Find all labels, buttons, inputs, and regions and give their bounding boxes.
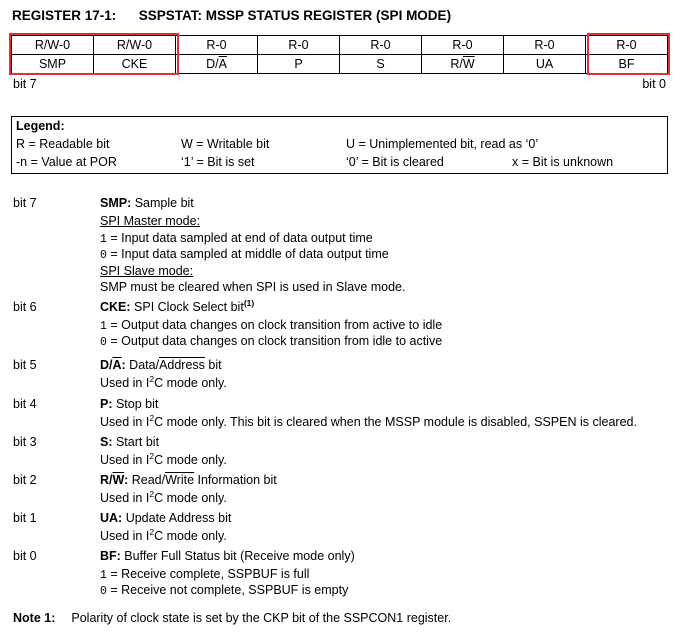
- bit6-title: CKE: SPI Clock Select bit$^{(1)}$: [100, 297, 255, 314]
- footnote-ref: (1): [243, 297, 255, 308]
- bit7-master-0: 0 = Input data sampled at middle of data output time: [100, 247, 389, 262]
- bit-name-p: P: [258, 55, 340, 74]
- footnote: [13, 611, 451, 625]
- bit-name-rw: $R/\overline{W}$: [422, 55, 504, 74]
- access-cell-bit4: R-0: [258, 36, 340, 55]
- bit0-title: BF: Buffer Full Status bit (Receive mode only): [100, 549, 355, 563]
- legend-writable: W = Writable bit: [181, 137, 270, 151]
- access-cell-bit3: R-0: [340, 36, 422, 55]
- bit5-name: $D/\overline{A}$:: [100, 358, 126, 372]
- register-title: REGISTER 17-1: SSPSTAT: MSSP STATUS REGISTER (SPI MODE): [12, 8, 452, 23]
- legend-por: -n = Value at POR: [16, 155, 117, 169]
- bit7-slave-text: SMP must be cleared when SPI is used in Slave mode.: [100, 280, 406, 294]
- bit1-title: UA: Update Address bit: [100, 511, 232, 525]
- bit7-master-1: 1 = Input data sampled at end of data output time: [100, 231, 373, 246]
- note-text: Polarity of clock state is set by the CKP bit of the SSPCON1 register.: [71, 611, 452, 625]
- bit5-desc-label: bit 5: [13, 358, 37, 372]
- bit7-label: bit 7: [13, 77, 37, 91]
- legend-cleared: ‘0’ = Bit is cleared: [346, 155, 444, 169]
- access-cell-bit7: R/W-0: [12, 36, 94, 55]
- bit-name-cke: CKE: [94, 55, 176, 74]
- highlight-box-smp-cke: [9, 33, 179, 75]
- bit7-title: SMP: Sample bit: [100, 196, 194, 210]
- bit4-text: Used in $I^2C$ mode only. This bit is cleared when the MSSP module is disabled, SSPEN is cleared.: [100, 412, 637, 429]
- access-cell-bit0: R-0: [586, 36, 668, 55]
- bit4-name: P:: [100, 397, 113, 411]
- bit0-label: bit 0: [642, 77, 666, 91]
- bit0-name: BF:: [100, 549, 121, 563]
- bit7-name: SMP:: [100, 196, 132, 210]
- bit7-master-heading: SPI Master mode:: [100, 214, 201, 228]
- bit7-desc-label: bit 7: [13, 196, 37, 210]
- bit-name-bf: BF: [586, 55, 668, 74]
- access-cell-bit1: R-0: [504, 36, 586, 55]
- bit3-name: S:: [100, 435, 113, 449]
- bit3-title: S: Start bit: [100, 435, 160, 449]
- bit6-value-1: 1 = Output data changes on clock transition from active to idle: [100, 318, 443, 333]
- bit0-value-1: 1 = Receive complete, SSPBUF is full: [100, 567, 310, 582]
- legend-box: [11, 116, 668, 174]
- bit1-text: Used in $I^2C$ mode only.: [100, 526, 227, 543]
- note-label: Note 1:: [13, 611, 56, 625]
- legend-unimplemented: U = Unimplemented bit, read as ‘0’: [346, 137, 539, 151]
- bit-name-smp: SMP: [12, 55, 94, 74]
- access-cell-bit6: R/W-0: [94, 36, 176, 55]
- bit6-value-0: 0 = Output data changes on clock transition from idle to active: [100, 334, 443, 349]
- bit3-desc-label: bit 3: [13, 435, 37, 449]
- bit4-title: P: Stop bit: [100, 397, 159, 411]
- bit-name-da: $D/\overline{A}$: [176, 55, 258, 74]
- legend-title: Legend:: [16, 119, 65, 133]
- legend-readable: R = Readable bit: [16, 137, 110, 151]
- bit-name-s: S: [340, 55, 422, 74]
- highlight-box-bf: [587, 33, 670, 75]
- bit3-text: Used in $I^2C$ mode only.: [100, 450, 227, 467]
- bit1-name: UA:: [100, 511, 123, 525]
- bit2-desc-label: bit 2: [13, 473, 37, 487]
- bit5-title: $D/\overline{A}$: Data/Address bit: [100, 358, 222, 372]
- access-cell-bit2: R-0: [422, 36, 504, 55]
- bit6-desc-label: bit 6: [13, 300, 37, 314]
- bit2-name: $R/\overline{W}$:: [100, 473, 129, 487]
- bit0-desc-label: bit 0: [13, 549, 37, 563]
- bit-name-ua: UA: [504, 55, 586, 74]
- bit4-desc-label: bit 4: [13, 397, 37, 411]
- bit5-text: Used in $I^2C$ mode only.: [100, 373, 227, 390]
- bit2-title: $R/\overline{W}$: Read/Write Information bit: [100, 473, 277, 487]
- bit7-slave-heading: SPI Slave mode:: [100, 264, 194, 278]
- legend-set: ‘1’ = Bit is set: [181, 155, 255, 169]
- bit1-desc-label: bit 1: [13, 511, 37, 525]
- access-cell-bit5: R-0: [176, 36, 258, 55]
- legend-unknown: x = Bit is unknown: [512, 155, 614, 169]
- bit2-text: Used in $I^2C$ mode only.: [100, 488, 227, 505]
- bit0-value-0: 0 = Receive not complete, SSPBUF is empty: [100, 583, 349, 598]
- bit6-name: CKE:: [100, 300, 131, 314]
